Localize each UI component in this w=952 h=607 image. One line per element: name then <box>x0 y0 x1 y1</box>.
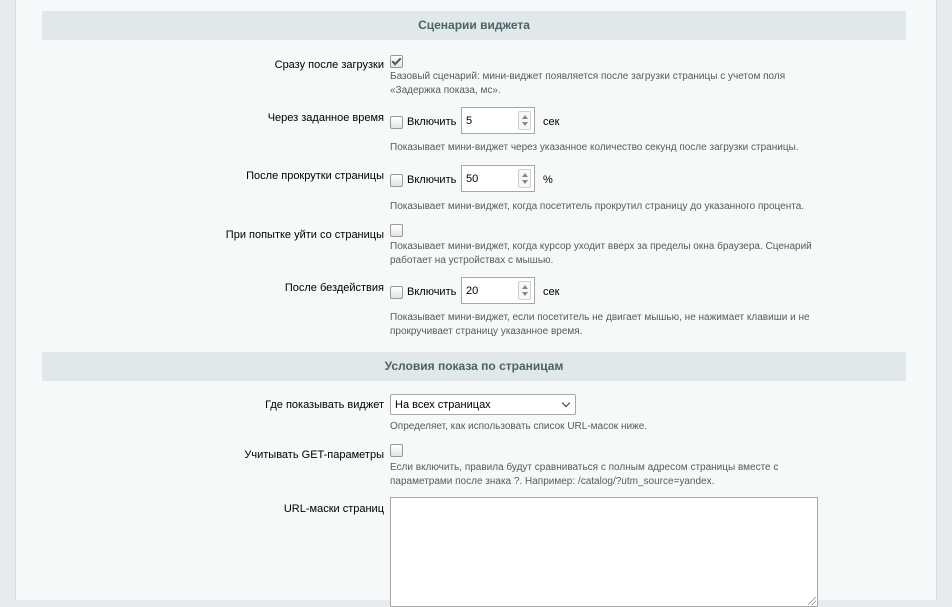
spinner-down-icon[interactable] <box>522 180 528 184</box>
after-scroll-percent-value: 50 <box>466 173 479 185</box>
inactivity-label: После бездействия <box>284 282 384 294</box>
after-time-spinner[interactable] <box>518 111 531 130</box>
after-scroll-spinner[interactable] <box>518 169 531 188</box>
after-time-enable-label: Включить <box>407 116 457 128</box>
section-header-page-conditions: Условия показа по страницам <box>42 352 906 381</box>
get-params-hint: Если включить, правила будут сравниваться с полным адресом страницы вместе с параметрами после знака ?. Например: /catalog/?utm_source=yandex. <box>390 462 779 487</box>
after-scroll-unit: % <box>543 174 553 186</box>
get-params-checkbox[interactable] <box>390 444 403 457</box>
where-show-label: Где показывать виджет <box>265 399 384 411</box>
after-scroll-hint: Показывает мини-виджет, когда посетитель прокрутил страницу до указанного процента. <box>390 201 805 212</box>
exit-intent-checkbox[interactable] <box>390 224 403 237</box>
inactivity-spinner[interactable] <box>518 281 531 300</box>
inactivity-enable-checkbox[interactable] <box>390 286 403 299</box>
after-scroll-percent-input[interactable] <box>461 165 535 192</box>
spinner-up-icon[interactable] <box>522 115 528 119</box>
after-load-label: Сразу после загрузки <box>274 59 384 71</box>
url-masks-textarea[interactable] <box>390 497 818 607</box>
after-load-hint: Базовый сценарий: мини-виджет появляется после загрузки страницы с учетом поля «Задержка показа, мс». <box>390 71 786 96</box>
spinner-down-icon[interactable] <box>522 122 528 126</box>
spinner-up-icon[interactable] <box>522 173 528 177</box>
after-time-seconds-input[interactable] <box>461 107 535 134</box>
exit-intent-label: При попытке уйти со страницы <box>225 229 384 241</box>
after-time-enable-checkbox[interactable] <box>390 116 403 129</box>
exit-intent-hint: Показывает мини-виджет, когда курсор уходит вверх за пределы окна браузера. Сценарий работает на устройствах с мышью. <box>390 241 812 266</box>
inactivity-enable-label: Включить <box>407 286 457 298</box>
inactivity-seconds-input[interactable] <box>461 277 535 304</box>
resize-grip-icon[interactable] <box>808 597 816 605</box>
get-params-label: Учитывать GET-параметры <box>244 449 384 461</box>
inactivity-hint: Показывает мини-виджет, если посетитель не двигает мышью, не нажимает клавиши и не прокручивает страницу указанное время. <box>390 312 810 337</box>
spinner-up-icon[interactable] <box>522 285 528 289</box>
where-show-select[interactable] <box>390 394 576 415</box>
after-scroll-label: После прокрутки страницы <box>246 170 384 182</box>
after-time-label: Через заданное время <box>267 112 384 124</box>
settings-panel <box>15 0 937 600</box>
after-time-hint: Показывает мини-виджет через указанное количество секунд после загрузки страницы. <box>390 142 799 153</box>
after-load-checkbox[interactable] <box>390 55 403 68</box>
section-header-widget-scenarios: Сценарии виджета <box>42 11 906 40</box>
after-time-seconds-value: 5 <box>466 115 473 127</box>
spinner-down-icon[interactable] <box>522 292 528 296</box>
after-scroll-enable-label: Включить <box>407 174 457 186</box>
after-time-unit: сек <box>543 116 560 128</box>
where-show-hint: Определяет, как использовать список URL-масок ниже. <box>390 421 648 432</box>
inactivity-unit: сек <box>543 286 560 298</box>
where-show-selected-value: На всех страницах <box>395 399 491 411</box>
after-scroll-enable-checkbox[interactable] <box>390 174 403 187</box>
url-masks-label: URL-маски страниц <box>283 503 384 515</box>
chevron-down-icon <box>562 399 570 407</box>
inactivity-seconds-value: 20 <box>466 285 479 297</box>
